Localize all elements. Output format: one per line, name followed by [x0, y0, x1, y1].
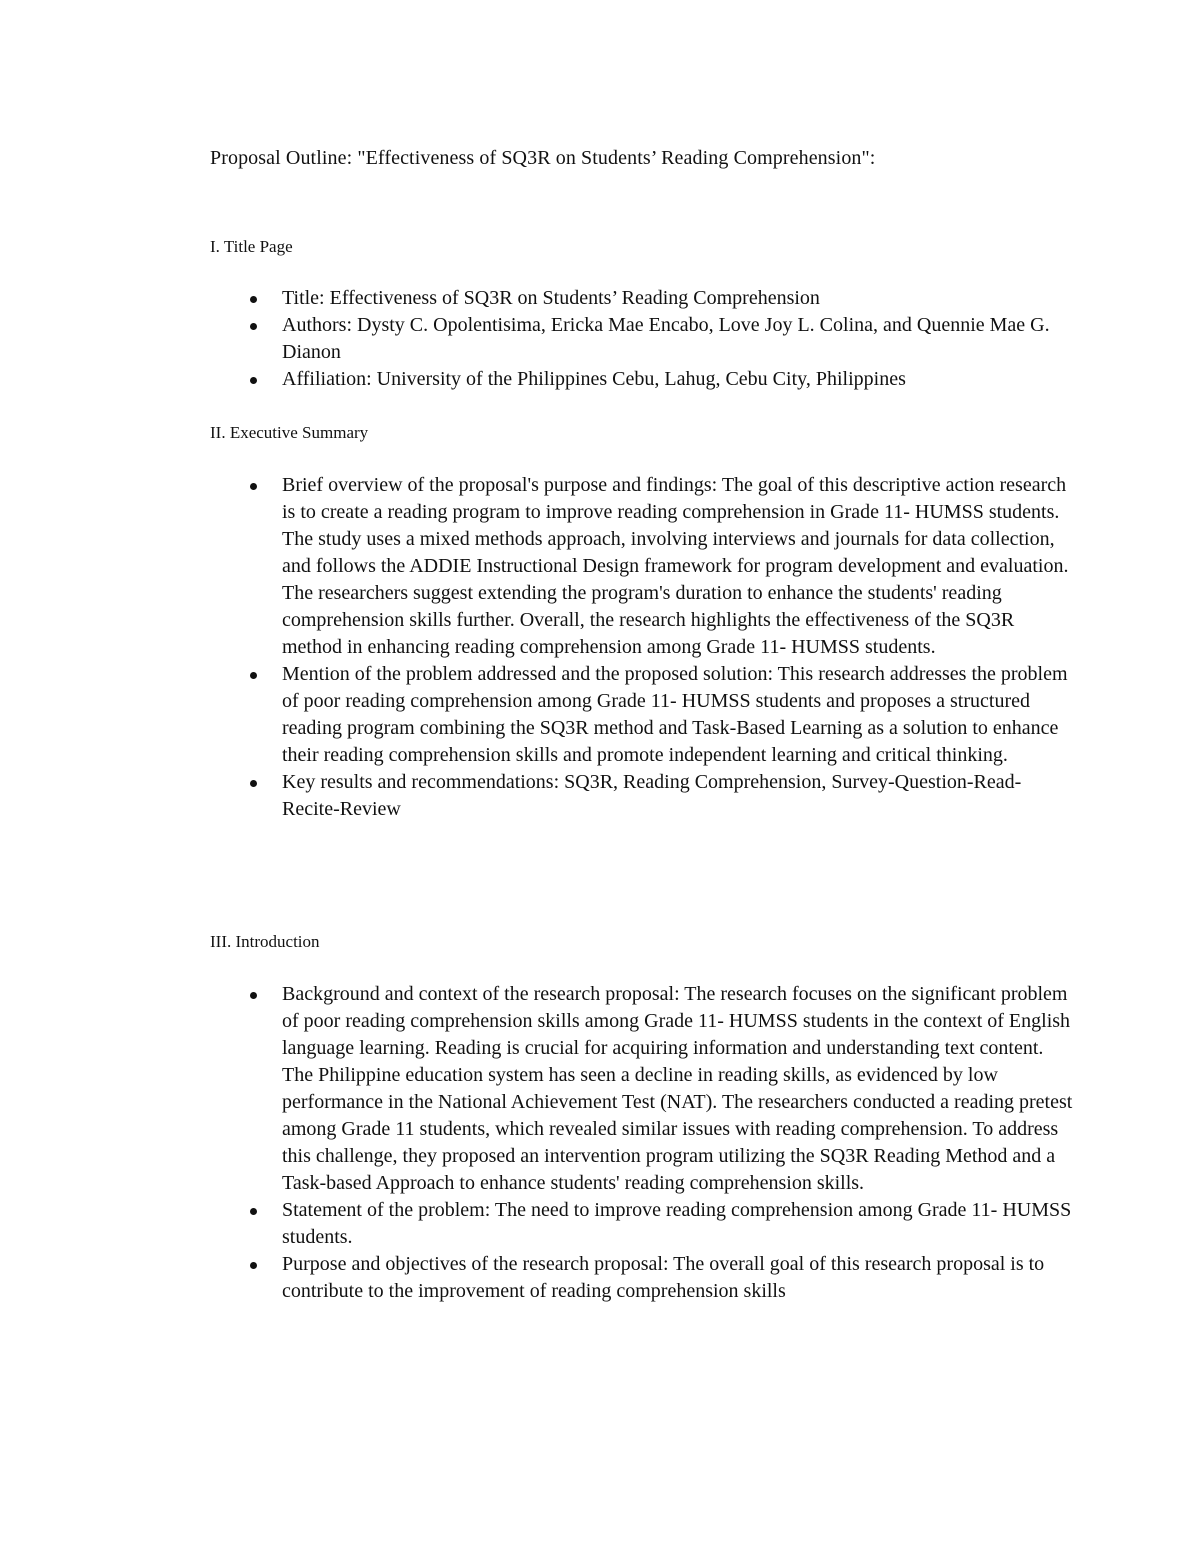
bullet-icon	[250, 377, 257, 384]
bullet-icon	[250, 296, 257, 303]
bullet-icon	[250, 483, 257, 490]
bullet-icon	[250, 992, 257, 999]
title-page-bullet-list	[244, 285, 1074, 393]
list-item	[244, 1251, 1074, 1305]
list-item	[244, 472, 1074, 661]
bullet-icon	[250, 1262, 257, 1269]
bullet-icon	[250, 323, 257, 330]
list-item	[244, 981, 1074, 1197]
list-item	[244, 285, 1074, 312]
list-item-text: Brief overview of the proposal's purpose and findings: The goal of this descriptive action research is to create a reading program to improve reading comprehension in Grade 11- HUMSS students. The study uses a mixed methods approach, involving interviews and journals for data collection, and follows the ADDIE Instructional Design framework for program development and evaluation. The researchers suggest extending the program's duration to enhance the students' reading comprehension skills further. Overall, the research highlights the effectiveness of the SQ3R method in enhancing reading comprehension among Grade 11- HUMSS students.	[282, 474, 1069, 658]
bullet-icon	[250, 1208, 257, 1215]
list-item-text: Authors: Dysty C. Opolentisima, Ericka Mae Encabo, Love Joy L. Colina, and Quennie Mae G. Dianon	[282, 314, 1050, 363]
introduction-bullet-list	[244, 981, 1074, 1305]
list-item-text: Affiliation: University of the Philippines Cebu, Lahug, Cebu City, Philippines	[282, 368, 906, 390]
list-item-text: Key results and recommendations: SQ3R, Reading Comprehension, Survey-Question-Read-Recite-Review	[282, 771, 1022, 820]
list-item	[244, 769, 1074, 823]
list-item	[244, 1197, 1074, 1251]
list-item-text: Purpose and objectives of the research proposal: The overall goal of this research proposal is to contribute to the improvement of reading comprehension skills	[282, 1253, 1045, 1302]
document-title: Proposal Outline: "Effectiveness of SQ3R on Students’ Reading Comprehension":	[210, 147, 876, 169]
list-item	[244, 661, 1074, 769]
section-heading-introduction: III. Introduction	[210, 932, 320, 951]
list-item-text: Mention of the problem addressed and the proposed solution: This research addresses the problem of poor reading comprehension among Grade 11- HUMSS students and proposes a structured reading program combining the SQ3R method and Task-Based Learning as a solution to enhance their reading comprehension skills and promote independent learning and critical thinking.	[282, 663, 1068, 766]
bullet-icon	[250, 672, 257, 679]
section-heading-title-page: I. Title Page	[210, 237, 293, 256]
list-item-text: Title: Effectiveness of SQ3R on Students’ Reading Comprehension	[282, 287, 820, 309]
bullet-icon	[250, 780, 257, 787]
list-item-text: Background and context of the research proposal: The research focuses on the significant problem of poor reading comprehension skills among Grade 11- HUMSS students in the context of English language learning. Reading is crucial for acquiring information and understanding text content. The Philippine education system has seen a decline in reading skills, as evidenced by low performance in the National Achievement Test (NAT). The researchers conducted a reading pretest among Grade 11 students, which revealed similar issues with reading comprehension. To address this challenge, they proposed an intervention program utilizing the SQ3R Reading Method and a Task-based Approach to enhance students' reading comprehension skills.	[282, 983, 1073, 1194]
executive-summary-bullet-list	[244, 472, 1074, 823]
list-item	[244, 366, 1074, 393]
list-item	[244, 312, 1074, 366]
section-heading-executive-summary: II. Executive Summary	[210, 423, 369, 442]
list-item-text: Statement of the problem: The need to improve reading comprehension among Grade 11- HUMSS students.	[282, 1199, 1072, 1248]
